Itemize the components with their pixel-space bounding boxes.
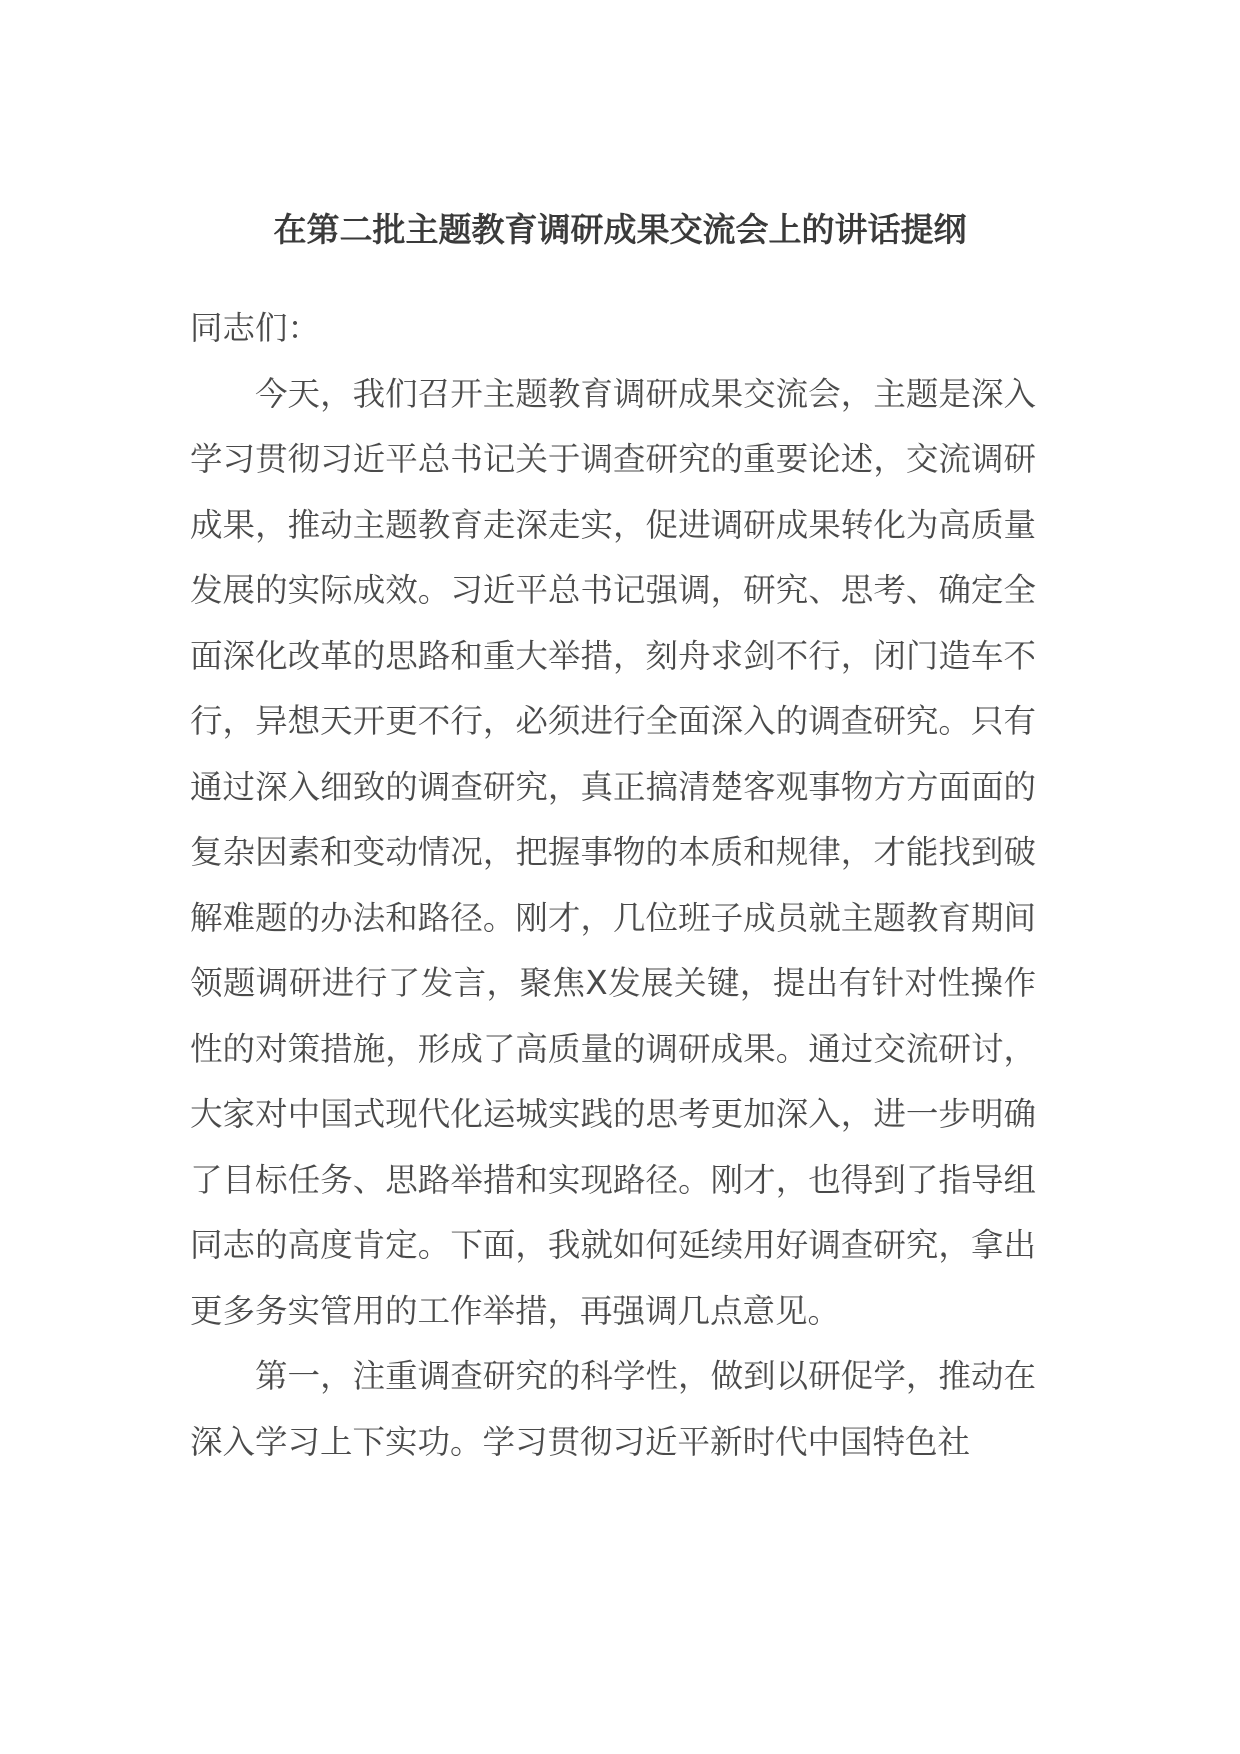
salutation: 同志们： [190, 309, 321, 347]
document-body [190, 296, 1036, 1475]
document-title: 在第二批主题教育调研成果交流会上的讲话提纲 [273, 210, 967, 249]
body-paragraph-1: 今天，我们召开主题教育调研成果交流会，主题是深入学习贯彻习近平总书记关于调查研究的重要论述，交流调研成果，推动主题教育走深走实，促进调研成果转化为高质量发展的实际成效。习近平总书记强调，研究、思考、确定全面深化改革的思路和重大举措，刻舟求剑不行，闭门造车不行，异想天开更不行，必须进行全面深入的调查研究。只有通过深入细致的调查研究，真正搞清楚客观事物方方面面的复杂因素和变动情况，把握事物的本质和规律，才能找到破解难题的办法和路径。刚才，几位班子成员就主题教育期间领题调研进行了发言，聚焦X发展关键，提出有针对性操作性的对策措施，形成了高质量的调研成果。通过交流研讨，大家对中国式现代化运城实践的思考更加深入，进一步明确了目标任务、思路举措和实现路径。刚才，也得到了指导组同志的高度肯定。下面，我就如何延续用好调查研究，拿出更多务实管用的工作举措，再强调几点意见。 [190, 374, 1036, 1330]
body-paragraph-2: 第一，注重调查研究的科学性，做到以研促学，推动在深入学习上下实功。学习贯彻习近平新时代中国特色社 [190, 1357, 1036, 1461]
